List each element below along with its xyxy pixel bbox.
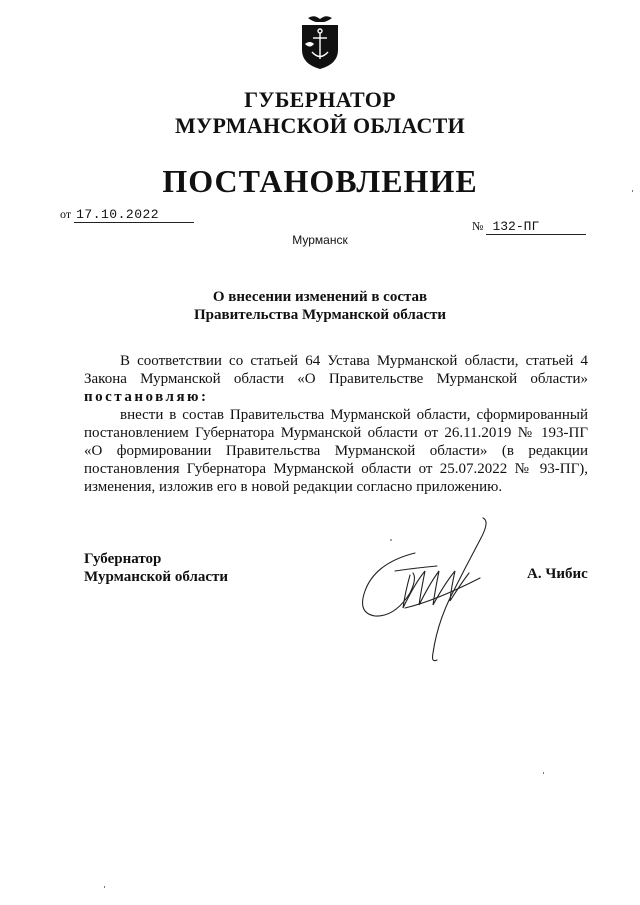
signatory-title	[84, 550, 228, 586]
date-field	[60, 207, 194, 223]
subject-line1: О внесении изменений в состав	[212, 289, 428, 305]
date-prefix: от	[60, 207, 72, 221]
document-type-title: ПОСТАНОВЛЕНИЕ	[162, 163, 478, 199]
coat-of-arms-icon	[298, 16, 342, 70]
date-value: 17.10.2022	[74, 207, 194, 223]
scan-speck	[632, 190, 633, 192]
handwritten-signature	[355, 513, 505, 663]
scan-speck	[543, 772, 544, 774]
intro-paragraph	[84, 352, 588, 406]
org-name-line2: МУРМАНСКОЙ ОБЛАСТИ	[174, 113, 466, 138]
scan-speck	[104, 886, 105, 888]
signatory-name: А. Чибис	[527, 566, 588, 582]
org-name-line1: ГУБЕРНАТОР	[244, 87, 396, 112]
number-prefix: №	[472, 219, 484, 233]
decree-word: постановляю:	[84, 389, 209, 405]
signatory-title-line2: Мурманской области	[84, 569, 229, 585]
subject-line2: Правительства Мурманской области	[193, 307, 447, 323]
document-body	[84, 352, 588, 496]
number-value: 132-ПГ	[486, 219, 586, 235]
intro-text: В соответствии со статьей 64 Устава Мурманской области, статьей 4 Закона Мурманской области «О Правительстве Мурманской области»	[84, 353, 588, 387]
signatory-title-line1: Губернатор	[84, 551, 162, 567]
city-name: Мурманск	[292, 233, 348, 247]
resolution-paragraph: внести в состав Правительства Мурманской области, сформированный постановлением Губернатора Мурманской области от 26.11.2019 № 193-ПГ «О формировании Правительства Мурманской области» (в редакции постановления Губернатора Мурманской области от 25.07.2022 № 93-ПГ), изменения, изложив его в новой редакции согласно приложению.	[84, 407, 588, 495]
